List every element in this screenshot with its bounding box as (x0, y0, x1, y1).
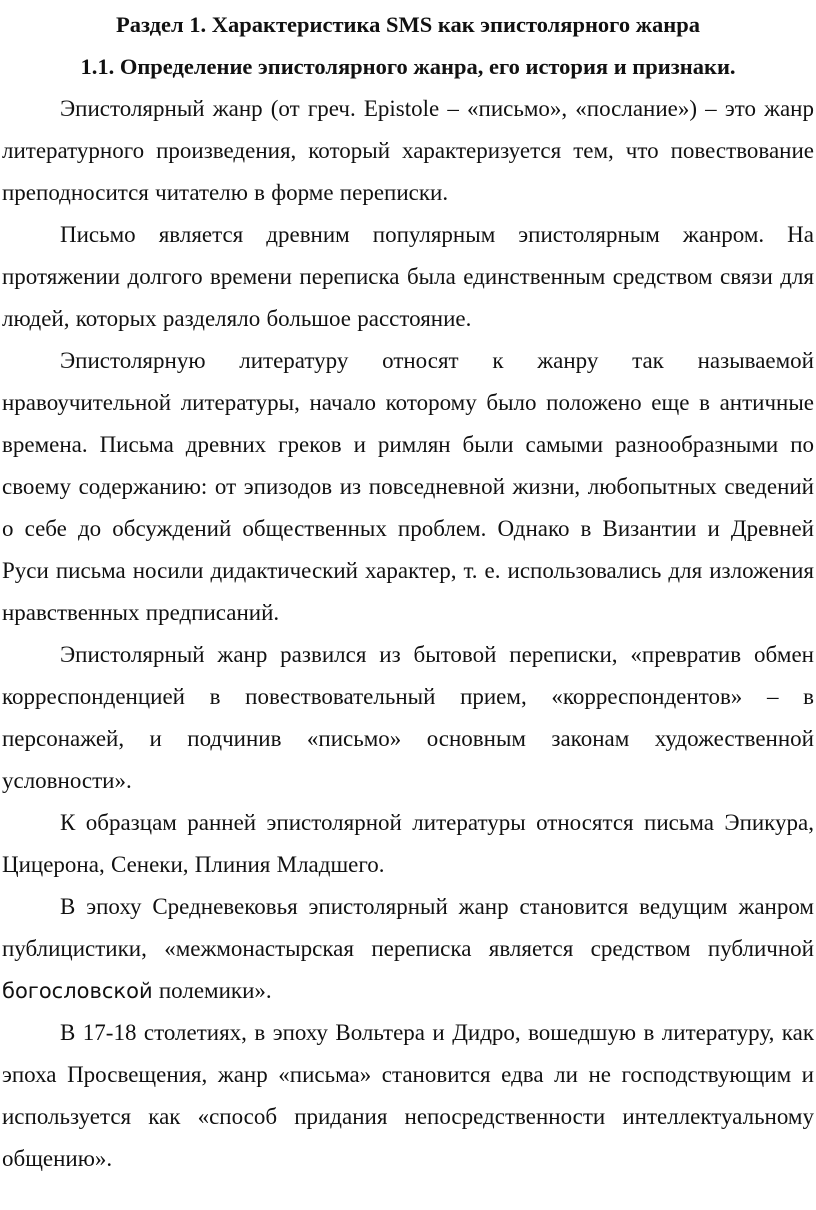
paragraph-genre-development: Эпистолярный жанр развился из бытовой переписки, «превратив обмен корреспонденцией в повествовательный прием, «корреспондентов» – в персонажей, и подчинив «письмо» основным законам художественной условности». (2, 642, 814, 793)
section-title: Раздел 1. Характеристика SMS как эпистолярного жанра (115, 12, 701, 37)
middle-ages-text-end: полемики». (152, 978, 272, 1003)
paragraph-enlightenment: В 17-18 столетиях, в эпоху Вольтера и Дидро, вошедшую в литературу, как эпоха Просвещения, жанр «письма» становится едва ли не господствующим и используется как «способ придания непосредственности интеллектуальному общению». (2, 1020, 814, 1171)
paragraph-definition: Эпистолярный жанр (от греч. Epistole – «письмо», «послание») – это жанр литературного произведения, который характеризуется тем, что повествование преподносится читателю в форме переписки. (2, 96, 814, 205)
middle-ages-sans-word: богословской (2, 979, 153, 1003)
subsection-title: 1.1. Определение эпистолярного жанра, его история и признаки. (80, 54, 736, 79)
paragraph-didactic-literature: Эпистолярную литературу относят к жанру так называемой нравоучительной литературы, начало которому было положено еще в античные времена. Письма древних греков и римлян были самыми разнообразными по своему содержанию: от эпизодов из повседневной жизни, любопытных сведений о себе до обсуждений общественных проблем. Однако в Византии и Древней Руси письма носили дидактический характер, т. е. использовались для изложения нравственных предписаний. (2, 348, 814, 625)
paragraph-letter-ancient-genre: Письмо является древним популярным эпистолярным жанром. На протяжении долгого времени переписка была единственным средством связи для людей, которых разделяло большое расстояние. (2, 222, 814, 331)
paragraph-middle-ages (2, 886, 814, 1012)
middle-ages-text-start: В эпоху Средневековья эпистолярный жанр становится ведущим жанром публицистики, «межмонастырская переписка является средством публичной (2, 894, 814, 961)
paragraph-early-examples: К образцам ранней эпистолярной литературы относятся письма Эпикура, Цицерона, Сенеки, Плиния Младшего. (2, 810, 814, 877)
